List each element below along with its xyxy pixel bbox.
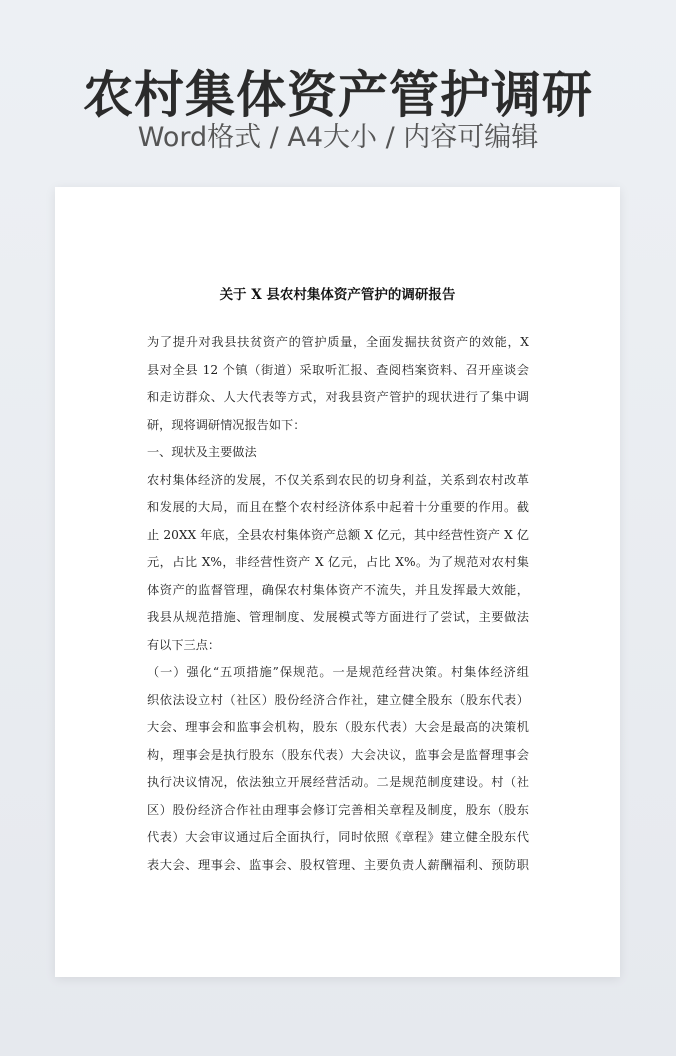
document-page (55, 187, 620, 977)
body-line: 区）股份经济合作社由理事会修订完善相关章程及制度，股东（股东 (147, 802, 529, 817)
banner-title: 农村集体资产管护调研 (83, 66, 593, 124)
document-body (147, 329, 529, 879)
section-heading: 一、现状及主要做法 (147, 445, 257, 459)
banner-subtitle: Word格式 / A4大小 / 内容可编辑 (137, 122, 539, 153)
body-line: 我县从规范措施、管理制度、发展模式等方面进行了尝试，主要做法 (147, 610, 529, 624)
body-line: 大会、理事会和监事会机构，股东（股东代表）大会是最高的决策机 (147, 720, 529, 734)
body-line: 执行决议情况，依法独立开展经营活动。二是规范制度建设。村（社 (147, 775, 529, 789)
body-line: 为了提升对我县扶贫资产的管护质量，全面发掘扶贫资产的效能，X (147, 335, 529, 349)
body-line: 表大会、理事会、监事会、股权管理、主要负责人薪酬福利、预防职 (147, 857, 529, 872)
body-line: 农村集体经济的发展，不仅关系到农民的切身利益，关系到农村改革 (147, 472, 529, 487)
body-line: 代表）大会审议通过后全面执行，同时依照《章程》建立健全股东代 (147, 830, 529, 844)
body-line: 织依法设立村（社区）股份经济合作社，建立健全股东（股东代表） (147, 692, 529, 707)
body-line: 体资产的监督管理，确保农村集体资产不流失，并且发挥最大效能， (147, 582, 529, 597)
body-line: 止 20XX 年底，全县农村集体资产总额 X 亿元，其中经营性资产 X 亿 (147, 527, 529, 542)
body-line: 研，现将调研情况报告如下： (147, 417, 306, 432)
body-line: 和走访群众、人大代表等方式，对我县资产管护的现状进行了集中调 (147, 390, 529, 404)
body-line: 元，占比 X%，非经营性资产 X 亿元，占比 X%。为了规范对农村集 (147, 555, 529, 569)
body-line: 有以下三点： (147, 637, 221, 652)
body-line: 县对全县 12 个镇（街道）采取听汇报、查阅档案资料、召开座谈会 (147, 362, 529, 377)
body-line: 和发展的大局，而且在整个农村经济体系中起着十分重要的作用。截 (147, 500, 529, 514)
document-title: 关于 X 县农村集体资产管护的调研报告 (219, 287, 456, 303)
body-line: （一）强化“五项措施”保规范。一是规范经营决策。村集体经济组 (147, 665, 529, 679)
body-line: 构，理事会是执行股东（股东代表）大会决议，监事会是监督理事会 (147, 747, 529, 762)
